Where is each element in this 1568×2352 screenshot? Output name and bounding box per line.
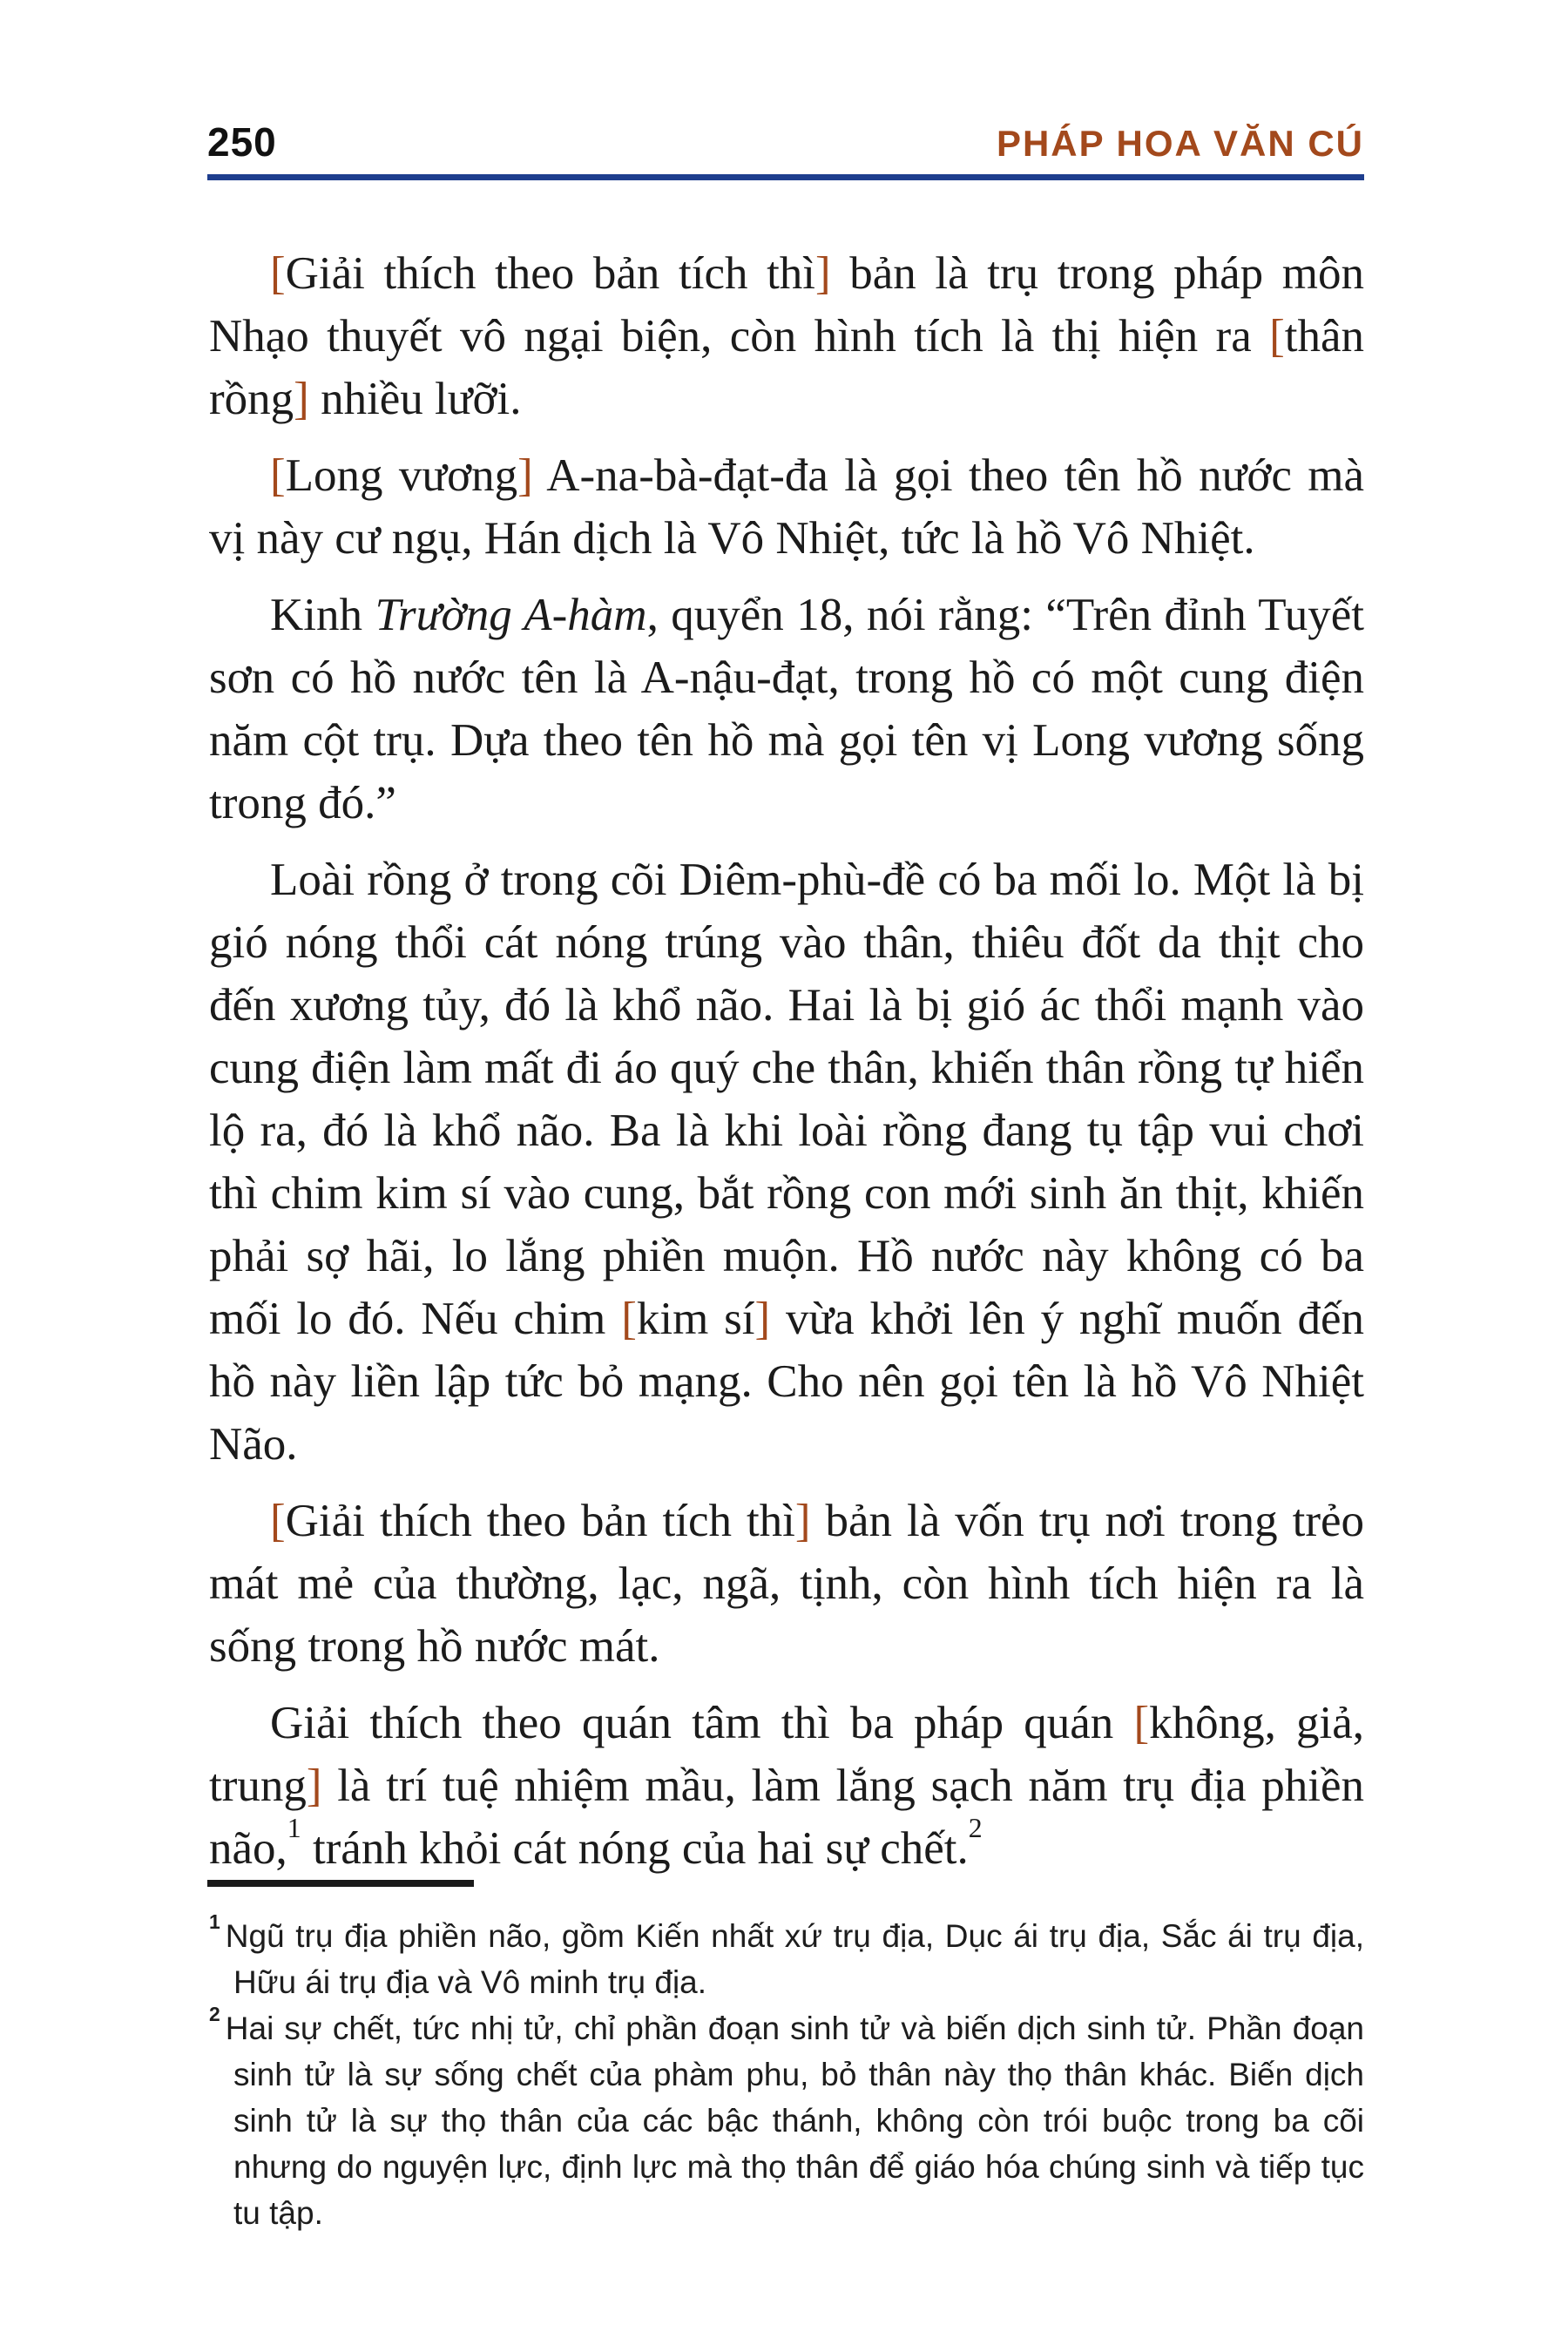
bracket-mark: [ xyxy=(270,450,286,501)
text-run: thân rồng xyxy=(209,311,1364,424)
footnote-item xyxy=(209,1909,1364,2005)
footnote-item xyxy=(209,2002,1364,2236)
text-run: , quyển 18, nói rằng: “Trên đỉnh Tuyết sơn có hồ nước tên là A-nậu-đạt, trong hồ có một cung điện năm cột trụ. Dựa theo tên hồ mà gọi tên vị Long vương sống trong đó.” xyxy=(209,590,1364,828)
header-divider-rule xyxy=(207,174,1364,180)
text-run: không, giả, trung xyxy=(209,1698,1364,1811)
bracket-mark: ] xyxy=(294,374,309,424)
footnote-text: Hai sự chết, tức nhị tử, chỉ phần đoạn sinh tử và biến dịch sinh tử. Phần đoạn sinh tử là sự sống chết của phàm phu, bỏ thân này thọ thân khác. Biến dịch sinh tử là sự thọ thân của các bậc thánh, không còn trói buộc trong ba cõi nhưng do nguyện lực, định lực mà thọ thân để giáo hóa chúng sinh và tiếp tục tu tập. xyxy=(225,2011,1364,2231)
bracket-mark: ] xyxy=(754,1294,771,1344)
paragraph xyxy=(209,584,1364,835)
bracket-mark: ] xyxy=(306,1761,322,1811)
text-run: Long vương xyxy=(285,450,518,501)
italic-run: Trường A-hàm xyxy=(375,590,647,640)
text-run: Giải thích theo bản tích thì xyxy=(285,1496,795,1546)
text-run: tránh khỏi cát nóng của hai sự chết. xyxy=(301,1823,969,1874)
text-run: bản là trụ trong pháp môn Nhạo thuyết vô ngại biện, còn hình tích là thị hiện ra xyxy=(209,248,1364,362)
bracket-mark: ] xyxy=(517,450,533,501)
text-run: nhiều lưỡi. xyxy=(308,374,522,424)
page-number: 250 xyxy=(207,119,277,165)
page-header xyxy=(207,118,1364,166)
footnote-divider-rule xyxy=(207,1880,474,1887)
running-head-title: PHÁP HOA VĂN CÚ xyxy=(996,123,1364,164)
body-text xyxy=(209,242,1364,1880)
footnote-reference: 1 xyxy=(287,1813,301,1844)
bracket-mark: ] xyxy=(794,1496,811,1546)
footnote-marker: 2 xyxy=(209,2002,220,2025)
paragraph xyxy=(209,1490,1364,1678)
text-run: A-na-bà-đạt-đa là gọi theo tên hồ nước mà vị này cư ngụ, Hán dịch là Vô Nhiệt, tức là hồ Vô Nhiệt. xyxy=(209,450,1364,564)
bracket-mark: ] xyxy=(815,248,831,299)
text-run: Loài rồng ở trong cõi Diêm-phù-đề có ba mối lo. Một là bị gió nóng thổi cát nóng trúng vào thân, thiêu đốt da thịt cho đến xương tủy, đó là khổ não. Hai là bị gió ác thổi mạnh vào cung điện làm mất đi áo quý che thân, khiến thân rồng tự hiển lộ ra, đó là khổ não. Ba là khi loài rồng đang tụ tập vui chơi thì chim kim sí vào cung, bắt rồng con mới sinh ăn thịt, khiến phải sợ hãi, lo lắng phiền muộn. Hồ nước này không có ba mối lo đó. Nếu chim xyxy=(209,855,1364,1344)
text-run: bản là vốn trụ nơi trong trẻo mát mẻ của thường, lạc, ngã, tịnh, còn hình tích hiện ra là sống trong hồ nước mát. xyxy=(209,1496,1364,1672)
paragraph xyxy=(209,242,1364,430)
text-run: là trí tuệ nhiệm mầu, làm lắng sạch năm trụ địa phiền não, xyxy=(209,1761,1364,1874)
text-run: Kinh xyxy=(270,590,375,640)
paragraph xyxy=(209,1692,1364,1880)
bracket-mark: [ xyxy=(1133,1698,1150,1748)
bracket-mark: [ xyxy=(270,1496,286,1546)
text-run: kim sí xyxy=(636,1294,755,1344)
footnotes-section xyxy=(209,1909,1364,2236)
paragraph xyxy=(209,444,1364,570)
bracket-mark: [ xyxy=(1269,311,1285,362)
bracket-mark: [ xyxy=(270,248,286,299)
paragraph xyxy=(209,848,1364,1476)
bracket-mark: [ xyxy=(621,1294,637,1344)
text-run: Giải thích theo bản tích thì xyxy=(285,248,816,299)
footnote-reference: 2 xyxy=(968,1813,983,1844)
footnote-marker: 1 xyxy=(209,1909,220,1933)
text-run: vừa khởi lên ý nghĩ muốn đến hồ này liền lập tức bỏ mạng. Cho nên gọi tên là hồ Vô Nhiệt Não. xyxy=(209,1294,1364,1470)
footnote-text: Ngũ trụ địa phiền não, gồm Kiến nhất xứ trụ địa, Dục ái trụ địa, Sắc ái trụ địa, Hữu ái trụ địa và Vô minh trụ địa. xyxy=(225,1918,1364,2000)
text-run: Giải thích theo quán tâm thì ba pháp quán xyxy=(270,1698,1134,1748)
